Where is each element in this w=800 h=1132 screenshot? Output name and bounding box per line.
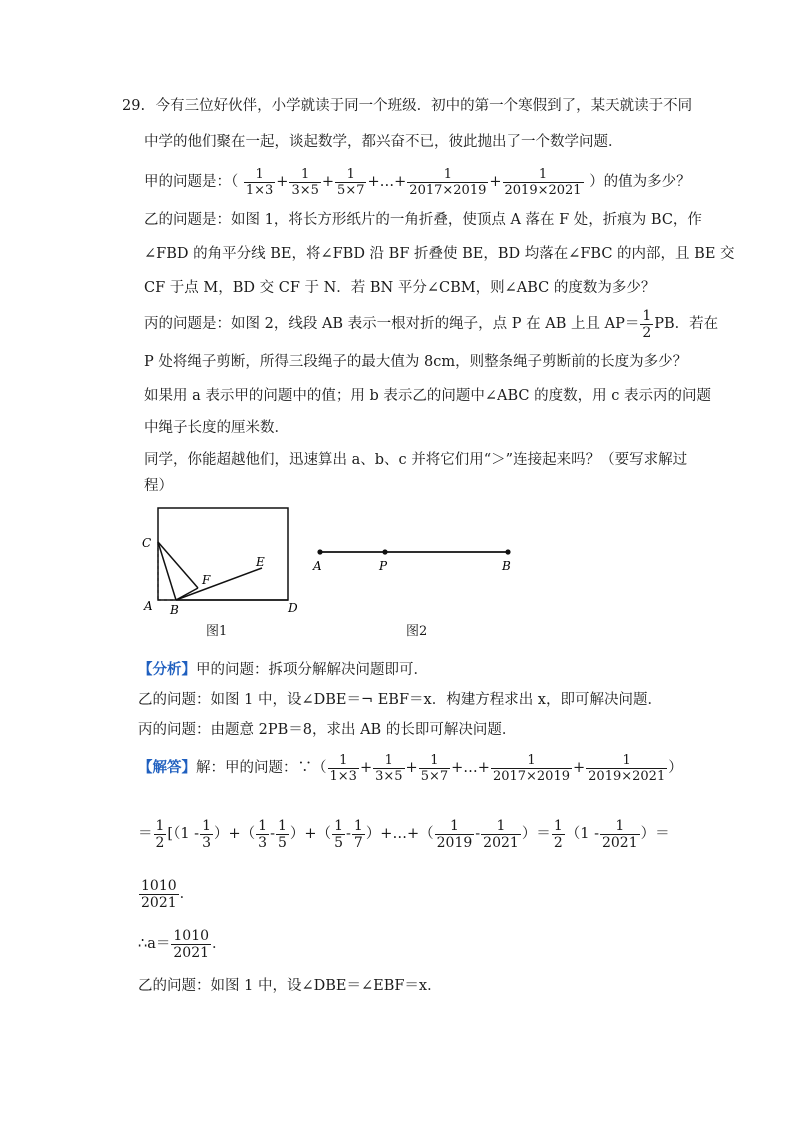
problem-intro-2: 中学的他们聚在一起，谈起数学，都兴奋不已，彼此抛出了一个数学问题． — [144, 134, 623, 150]
problem-number: 29. — [122, 98, 146, 114]
line-be — [176, 568, 262, 600]
solution-line-1: 【解答】解：甲的问题：∵（ $\frac{1}{1\times 3}$ + $\frac{1}{3\times 5}$ + $\frac{1}{5\times 7}$ +…+ $\frac{1}{2017\times 2019}$ + $\frac{1}{2019\times 2021}$ ） — [138, 752, 683, 784]
line-cb — [158, 542, 176, 600]
solution-therefore: ∴a＝ $\frac{1010}{2021}$ ． — [138, 927, 227, 961]
analysis-line-1: 【分析】甲的问题：拆项分解解决问题即可． — [138, 661, 428, 678]
point-b — [505, 549, 510, 554]
jia-suffix: ）的值为多少？ — [589, 174, 691, 190]
sol-frac-2: $\frac{1}{3\times 5}$ — [375, 752, 403, 784]
ask-line-3: 同学，你能超越他们，迅速算出 a、b、c 并将它们用“＞”连接起来吗？（要写求解过 — [144, 452, 688, 468]
result-frac: $\frac{1010}{2021}$ — [141, 877, 177, 911]
yi-line-3: CF 于点 M，BD 交 CF 于 N．若 BN 平分∠CBM，则∠ABC 的度数为多少？ — [144, 280, 656, 296]
bing-frac: $\frac{1}{2}$ — [642, 307, 652, 341]
label-a2: A — [313, 559, 322, 573]
solution-result: $\frac{1010}{2021}$ ． — [141, 877, 195, 911]
analysis-tag: 【分析】 — [138, 661, 196, 678]
sol-frac-1: $\frac{1}{1\times 3}$ — [329, 752, 357, 784]
term-3: $\frac{1}{5}$ — [277, 817, 287, 851]
term-5: $\frac{1}{7}$ — [353, 817, 363, 851]
ask-line-4: 程） — [144, 478, 173, 494]
analysis-line-2: 乙的问题：如图 1 中，设∠DBE＝¬ EBF＝x．构建方程求出 x，即可解决问题． — [138, 692, 662, 708]
solution-yi-start: 乙的问题：如图 1 中，设∠DBE＝∠EBF＝x． — [138, 978, 442, 994]
ask-line-1: 如果用 a 表示甲的问题中的值；用 b 表示乙的问题中∠ABC 的度数，用 c 表示丙的问题 — [144, 388, 711, 404]
label-e: E — [256, 555, 265, 569]
jia-prefix: 甲的问题是：（ — [144, 174, 239, 190]
problem-intro-1: 今有三位好伙伴，小学就读于同一个班级．初中的第一个寒假到了，某天就读于不同 — [155, 98, 693, 114]
half-frac: $\frac{1}{2}$ — [155, 817, 165, 851]
figure-2-caption: 图2 — [406, 624, 428, 639]
label-a: A — [144, 599, 153, 613]
bing-line-1: 丙的问题是：如图 2，线段 AB 表示一根对折的绳子，点 P 在 AB 上且 AP＝ $\frac{1}{2}$ PB．若在 — [144, 307, 719, 341]
jia-frac-5: $\frac{1}{2019\times 2021}$ — [504, 166, 582, 198]
bing-line-2: P 处将绳子剪断，所得三段绳子的最大值为 8cm，则整条绳子剪断前的长度为多少？ — [144, 354, 688, 370]
term-4: $\frac{1}{5}$ — [334, 817, 343, 851]
figure-1-caption: 图1 — [206, 624, 228, 639]
sol-frac-3: $\frac{1}{5\times 7}$ — [420, 752, 449, 784]
label-f: F — [202, 573, 211, 587]
sol-frac-5: $\frac{1}{2019\times 2021}$ — [588, 752, 666, 784]
point-p — [382, 549, 387, 554]
ask-line-2: 中绳子长度的厘米数． — [144, 420, 289, 436]
term-2: $\frac{1}{3}$ — [258, 817, 268, 851]
figure-2 — [306, 540, 526, 580]
sol-frac-4: $\frac{1}{2017\times 2019}$ — [492, 752, 570, 784]
figure-1 — [138, 502, 318, 642]
term-1: $\frac{1}{3}$ — [202, 817, 211, 851]
solution-tag: 【解答】 — [138, 759, 196, 776]
label-p2: P — [379, 559, 388, 573]
line-cf — [158, 542, 198, 588]
yi-line-1: 乙的问题是：如图 1，将长方形纸片的一角折叠，使顶点 A 落在 F 处，折痕为 BC，作 — [144, 212, 702, 228]
half-frac-2: $\frac{1}{2}$ — [553, 817, 563, 851]
jia-frac-4: $\frac{1}{2017\times 2019}$ — [409, 166, 487, 198]
jia-frac-3: $\frac{1}{5\times 7}$ — [337, 166, 365, 198]
label-c: C — [142, 536, 152, 550]
jia-question: 甲的问题是：（ $\frac{1}{1\times 3}$ + $\frac{1}{3\times 5}$ + $\frac{1}{5\times 7}$ +…+ $\frac{1}{2017\times 2019}$ + $\frac{1}{2019\times 2021}$ ）的值为多少？ — [144, 166, 691, 198]
yi-line-2: ∠FBD 的角平分线 BE，将∠FBD 沿 BF 折叠使 BE，BD 均落在∠FBC 的内部，且 BE 交 — [144, 246, 735, 262]
label-b2: B — [502, 559, 511, 573]
term-8: $\frac{1}{2021}$ — [601, 817, 638, 851]
therefore-frac: $\frac{1010}{2021}$ — [173, 927, 210, 961]
rectangle-outline — [158, 508, 288, 600]
analysis-line-3: 丙的问题：由题意 2PB＝8，求出 AB 的长即可解决问题． — [138, 722, 517, 738]
jia-frac-2: $\frac{1}{3\times 5}$ — [291, 166, 319, 198]
label-d: D — [288, 601, 298, 615]
term-7: $\frac{1}{2021}$ — [483, 817, 519, 851]
jia-frac-1: $\frac{1}{1\times 3}$ — [245, 166, 274, 198]
label-b: B — [170, 603, 179, 617]
problem-line-1 — [122, 96, 692, 116]
solution-line-2: ＝ $\frac{1}{2}$ [（1 - $\frac{1}{3}$ ）+（ $\frac{1}{3}$ - $\frac{1}{5}$ ）+（ $\frac{1}{5}$ - $\frac{1}{7}$ ）+…+（ $\frac{1}{2019}$ - $\frac{1}{2021}$ ）＝ $\frac{1}{2}$ （1 - $\frac{1}{2021}$ ）＝ — [138, 817, 670, 851]
term-6: $\frac{1}{2019}$ — [436, 817, 473, 851]
point-a — [317, 549, 322, 554]
